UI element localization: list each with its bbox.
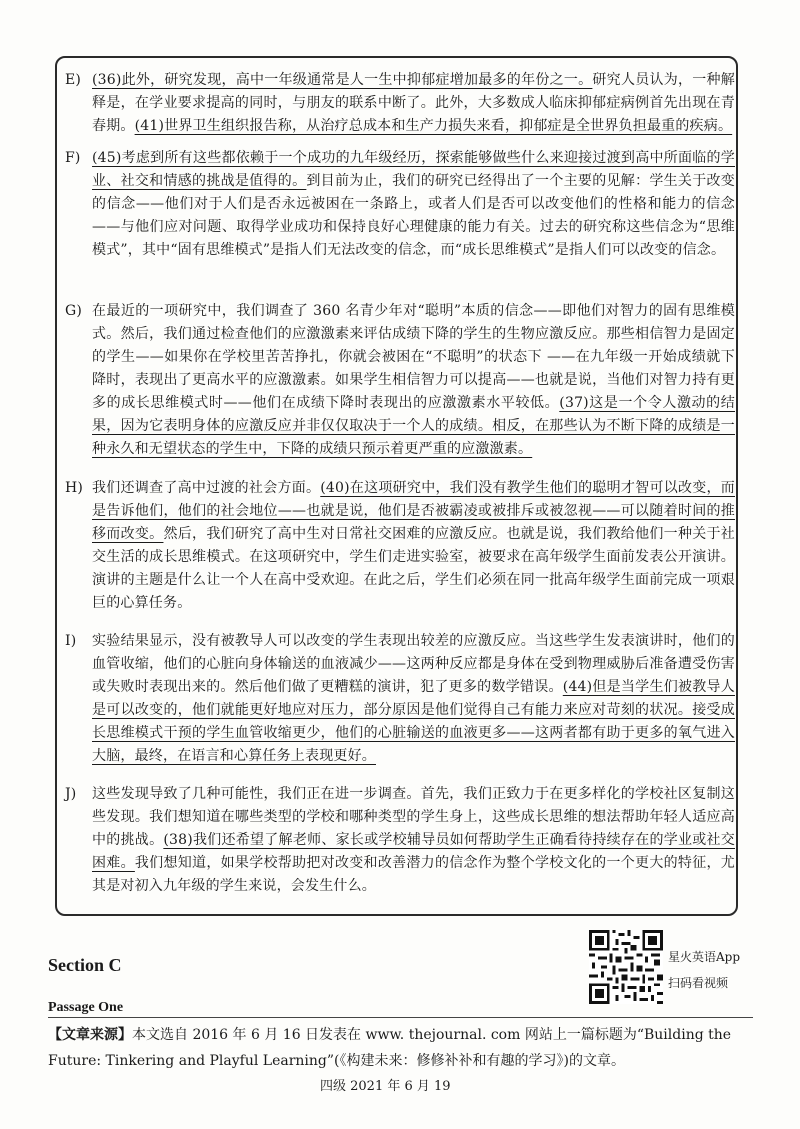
app-promo (668, 944, 740, 996)
paragraph-label: I) (65, 633, 77, 649)
sentence: 这些发现导致了几种可能性，我们正在进一步调查。首先，我们正致力于在更多样化的学校社区复制这些发现。我们想知道在哪些类型的学校和哪种类型的学生身上，这些成长思维的想法帮助年轻人适应高中的挑战。 (92, 786, 735, 848)
paragraph-text (92, 300, 735, 461)
paragraph-text (92, 147, 735, 262)
paragraph-g (65, 300, 735, 461)
paragraph-label: E) (65, 72, 82, 88)
underlined-sentence: (40)在这项研究中，我们没有教学生他们的聪明才智可以改变，而是告诉他们，他们的社会地位——也就是说，他们是否被霸凌或被排斥或被忽视——可以随着时间的推移而改变。 (92, 480, 735, 542)
underlined-sentence: (38)我们还希望了解老师、家长或学校辅导员如何帮助学生正确看待持续存在的学业或社交困难。 (92, 832, 736, 871)
sentence: 实验结果显示，没有被教导人可以改变的学生表现出较差的应激反应。当这些学生发表演讲时，他们的血管收缩，他们的心脏向身体输送的血液减少——这两种反应都是身体在受到物理威胁后准备遭受伤害或失败时表现出来的。然后他们做了更糟糕的演讲，犯了更多的数学错误。 (92, 633, 735, 695)
qr-caption: 扫码看视频 (668, 976, 729, 990)
source-text: 本文选自 2016 年 6 月 16 日发表在 www. thejournal. com 网站上一篇标题为“Building the Future: Tinkering and Playful Learning”(《构建未来：修修补补和有趣的学习》)的文章。 (48, 1027, 732, 1069)
paragraph-label: H) (65, 480, 84, 496)
section-title: Section C (48, 955, 122, 975)
paragraph-label: J) (65, 786, 77, 802)
paragraph-label: G) (65, 303, 83, 319)
sentence: 然后，我们研究了高中生对日常社交困难的应激反应。也就是说，我们教给他们一种关于社交生活的成长思维模式。在这项研究中，学生们走进实验室，被要求在高年级学生面前发表公开演讲。演讲的主题是什么让一个人在高中受欢迎。在此之后，学生们必须在同一批高年级学生面前完成一项艰巨的心算任务。 (92, 526, 736, 611)
underlined-sentence: (36)此外，研究发现，高中一年级通常是人一生中抑郁症增加最多的年份之一。 (92, 72, 593, 88)
page-footer: 四级 2021 年 6 月 19 (320, 1079, 451, 1094)
underlined-sentence: (45)考虑到所有这些都依赖于一个成功的九年级经历，探索能够做些什么来迎接过渡到高中所面临的学业、社交和情感的挑战是值得的。 (92, 150, 735, 189)
source-tag: 【文章来源】 (48, 1027, 132, 1043)
paragraph-e (65, 69, 735, 138)
paragraph-f (65, 147, 735, 262)
paragraph-text (92, 783, 735, 898)
paragraph-h (65, 477, 735, 615)
underlined-sentence: (44)但是当学生们被教导人是可以改变的，他们就能更好地应对压力，部分原因是他们觉得自己有能力来应对苛刻的状况。接受成长思维模式干预的学生血管收缩更少，他们的心脏输送的血液更多——这两者都有助于更多的氧气进入大脑，最终，在语言和心算任务上表现更好。 (92, 679, 735, 764)
sentence: 我们还调查了高中过渡的社会方面。 (92, 480, 321, 496)
paragraph-text (92, 69, 735, 138)
qr-code-icon[interactable] (589, 930, 663, 1004)
divider (48, 1017, 753, 1018)
source-note (48, 1022, 758, 1074)
sentence: 在最近的一项研究中，我们调查了 360 名青少年对“聪明”本质的信念——即他们对智力的固有思维模式。然后，我们通过检查他们的应激激素来评估成绩下降的学生的生物应激反应。那些相信智力是固定的学生——如果你在学校里苦苦挣扎，你就会被困在“不聪明”的状态下 ——在九年级一开始成绩就下降时，表现出了更高水平的应激激素。如果学生相信智力可以提高——也就是说，当他们对智力持有更多的成长思维模式时——他们在成绩下降时表现出的应激激素水平较低。 (92, 303, 735, 411)
sentence: 我们想知道，如果学校帮助把对改变和改善潜力的信念作为整个学校文化的一个更大的特征，尤其是对初入九年级的学生来说，会发生什么。 (92, 855, 735, 894)
paragraph-label: F) (65, 150, 81, 166)
app-name: 星火英语App (668, 950, 741, 964)
sentence: 到目前为止，我们的研究已经得出了一个主要的见解：学生关于改变的信念——他们对于人们是否永远被困在一条路上，或者人们是否可以改变他们的性格和能力的信念——与他们应对问题、取得学业成功和保持良好心理健康的能力有关。过去的研究称这些信念为“思维模式”，其中“固有思维模式”是指人们无法改变的信念，而“成长思维模式”是指人们可以改变的信念。 (92, 173, 736, 258)
paragraph-text (92, 630, 735, 768)
paragraph-text (92, 477, 735, 615)
underlined-sentence: (37)这是一个令人激动的结果，因为它表明身体的应激反应并非仅仅取决于一个人的成绩。相反，在那些认为不断下降的成绩是一种永久和无望状态的学生中，下降的成绩只预示着更严重的应激激素。 (92, 395, 735, 457)
paragraph-j (65, 783, 735, 898)
sentence: 研究人员认为，一种解释是，在学业要求提高的同时，与朋友的联系中断了。此外，大多数成人临床抑郁症病例首先出现在青春期。 (92, 72, 736, 134)
paragraph-i (65, 630, 735, 768)
passage-title: Passage One (48, 1000, 124, 1015)
underlined-sentence: (41)世界卫生组织报告称，从治疗总成本和生产力损失来看，抑郁症是全世界负担最重的疾病。 (134, 118, 733, 134)
